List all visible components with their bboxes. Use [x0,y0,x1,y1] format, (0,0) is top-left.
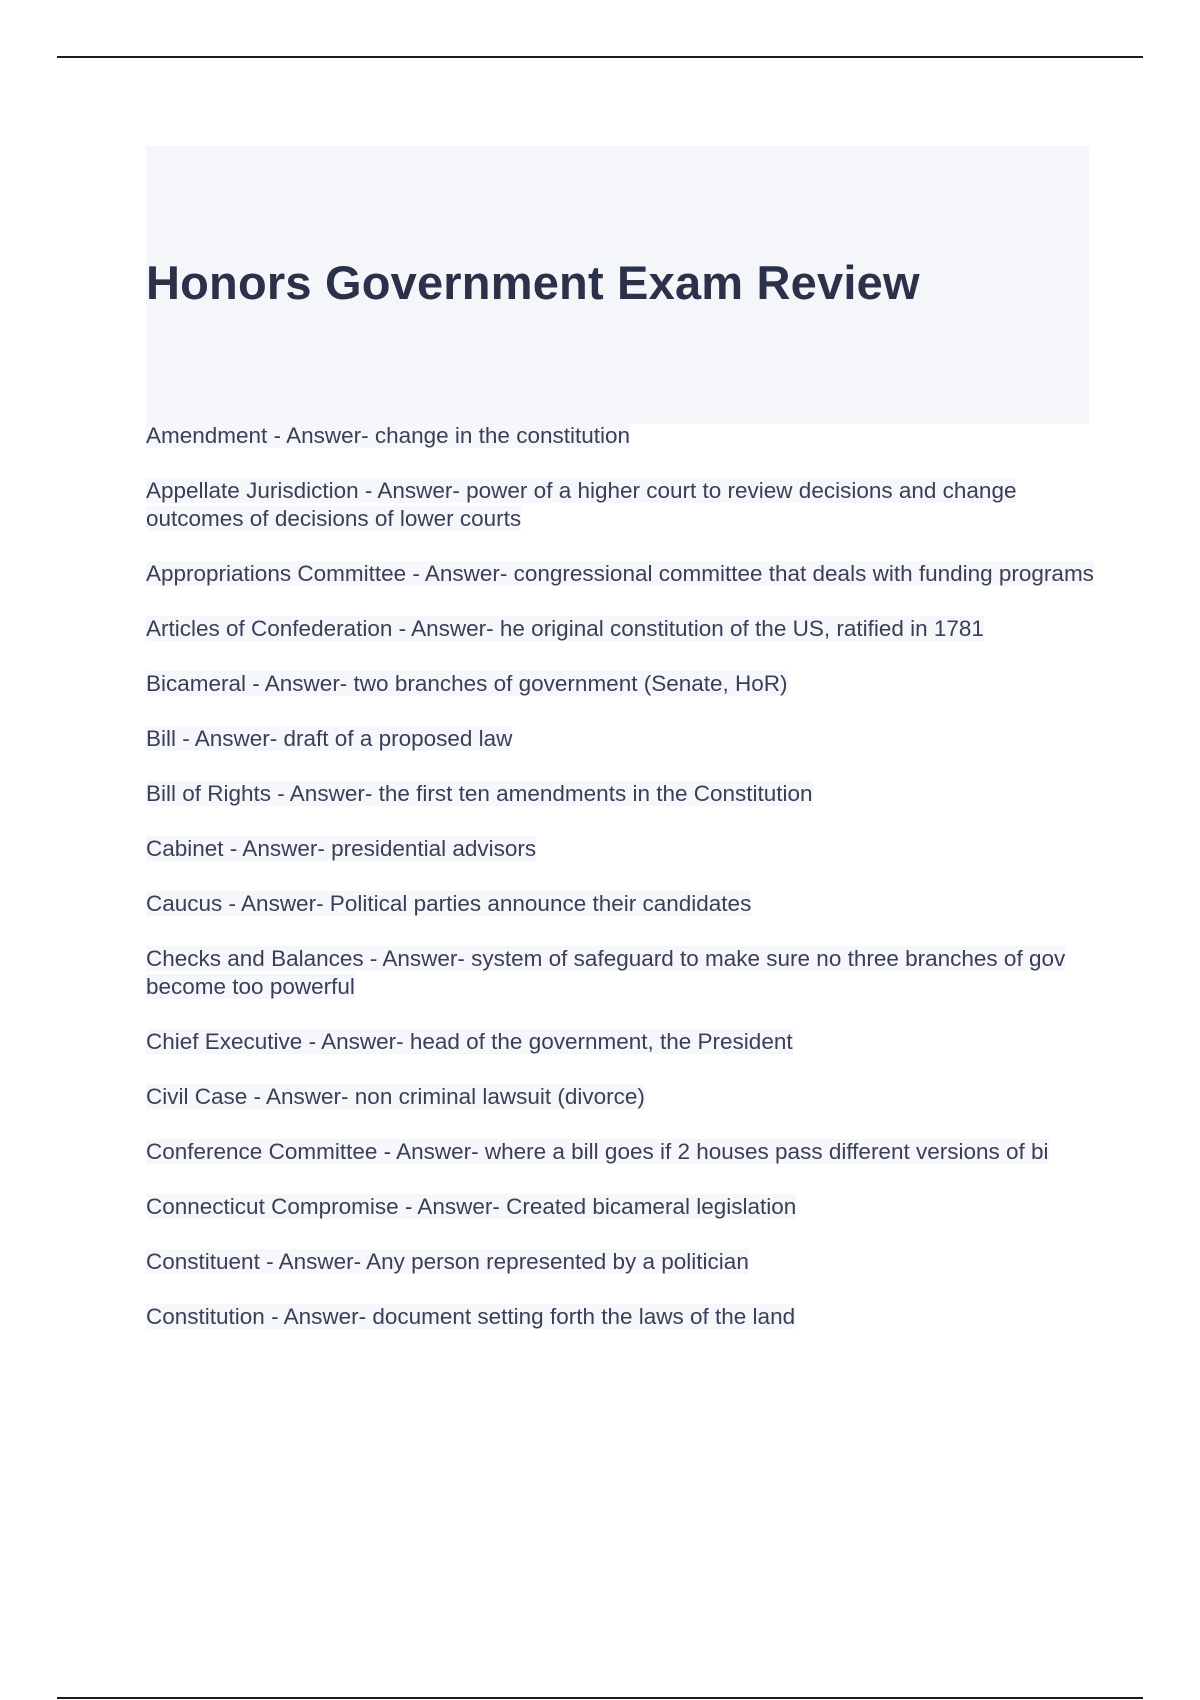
glossary-entry-text: Chief Executive - Answer- head of the government, the President [146,1029,793,1054]
glossary-entry [146,890,1096,918]
glossary-entry [146,780,1096,808]
glossary-entry [146,1248,1096,1276]
glossary-entry [146,945,1096,1001]
glossary-entry [146,1083,1096,1111]
glossary-entry [146,835,1096,863]
glossary-entry-text: Checks and Balances - Answer- system of safeguard to make sure no three branches of gov become too powerful [146,946,1066,999]
glossary-entry-text: Bicameral - Answer- two branches of government (Senate, HoR) [146,671,788,696]
document-title: Honors Government Exam Review [146,256,920,309]
glossary-entry-text: Civil Case - Answer- non criminal lawsuit (divorce) [146,1084,645,1109]
glossary-entry-text: Constitution - Answer- document setting forth the laws of the land [146,1304,796,1329]
glossary-entry-text: Caucus - Answer- Political parties announce their candidates [146,891,752,916]
glossary-entry-text: Constituent - Answer- Any person represented by a politician [146,1249,749,1274]
glossary-entry-text: Bill - Answer- draft of a proposed law [146,726,513,751]
glossary-entry [146,477,1096,533]
top-rule [57,56,1143,58]
glossary-entry [146,1028,1096,1056]
glossary-entry-text: Appropriations Committee - Answer- congressional committee that deals with funding programs [146,561,1094,586]
glossary-list [146,422,1096,1358]
glossary-entry-text: Amendment - Answer- change in the constitution [146,423,631,448]
glossary-entry-text: Articles of Confederation - Answer- he original constitution of the US, ratified in 1781 [146,616,984,641]
glossary-entry [146,725,1096,753]
glossary-entry-text: Cabinet - Answer- presidential advisors [146,836,537,861]
glossary-entry [146,1193,1096,1221]
bottom-rule [57,1697,1143,1699]
glossary-entry-text: Appellate Jurisdiction - Answer- power of a higher court to review decisions and change outcomes of decisions of lower courts [146,478,1017,531]
glossary-entry [146,615,1096,643]
glossary-entry-text: Bill of Rights - Answer- the first ten amendments in the Constitution [146,781,813,806]
glossary-entry [146,560,1096,588]
glossary-entry-text: Connecticut Compromise - Answer- Created bicameral legislation [146,1194,797,1219]
glossary-entry-text: Conference Committee - Answer- where a bill goes if 2 houses pass different versions of bi [146,1139,1049,1164]
glossary-entry [146,1303,1096,1331]
glossary-entry [146,1138,1096,1166]
glossary-entry [146,670,1096,698]
glossary-entry [146,422,1096,450]
